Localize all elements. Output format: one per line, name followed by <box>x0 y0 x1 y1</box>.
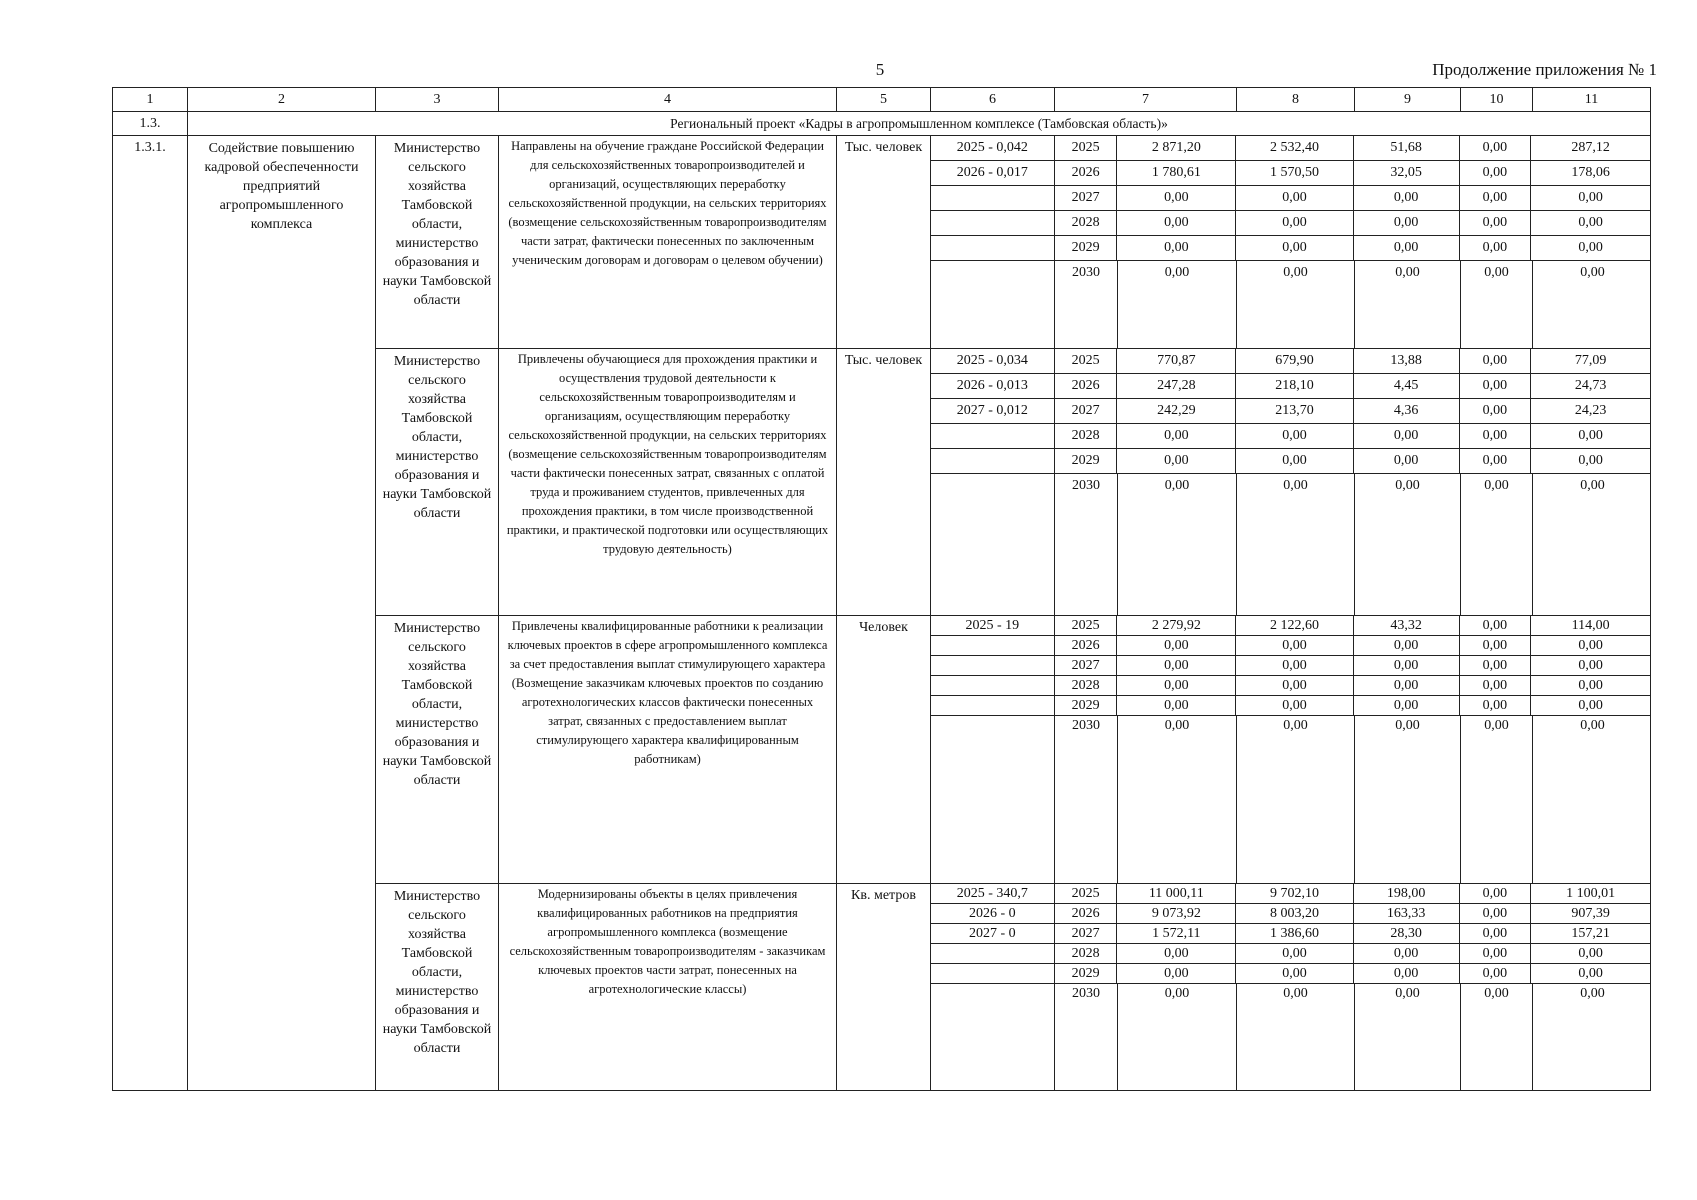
year-row <box>931 161 1650 186</box>
year-row <box>931 261 1650 348</box>
year-values-cell <box>931 136 1651 349</box>
federal-budget-value: 218,10 <box>1236 374 1354 399</box>
federal-budget-value: 0,00 <box>1236 964 1354 984</box>
federal-budget-value: 0,00 <box>1236 676 1354 696</box>
local-budget-value: 0,00 <box>1460 236 1532 261</box>
year-row <box>931 656 1650 676</box>
year-label: 2026 <box>1055 374 1118 399</box>
total-funding-value: 242,29 <box>1117 399 1236 424</box>
year-label: 2026 <box>1055 636 1118 656</box>
executor-cell: Министерство сельского хозяйства Тамбовской области, министерство образования и науки Тамбовской области <box>376 616 499 884</box>
year-label: 2026 <box>1055 161 1118 186</box>
column-header: 7 <box>1055 88 1237 112</box>
indicator-value <box>931 964 1055 984</box>
year-row <box>931 474 1650 615</box>
total-funding-value: 0,00 <box>1117 944 1236 964</box>
regional-budget-value: 51,68 <box>1354 136 1460 161</box>
regional-budget-value: 0,00 <box>1354 656 1460 676</box>
extrabudgetary-value: 24,23 <box>1531 399 1650 424</box>
local-budget-value: 0,00 <box>1461 984 1533 1090</box>
year-row <box>931 944 1650 964</box>
local-budget-value: 0,00 <box>1460 696 1532 716</box>
federal-budget-value: 679,90 <box>1236 349 1354 374</box>
regional-budget-value: 28,30 <box>1354 924 1460 944</box>
extrabudgetary-value: 157,21 <box>1531 924 1650 944</box>
total-funding-value: 0,00 <box>1117 964 1236 984</box>
indicator-value <box>931 236 1055 261</box>
total-funding-value: 11 000,11 <box>1117 884 1236 904</box>
local-budget-value: 0,00 <box>1460 374 1532 399</box>
year-label: 2027 <box>1055 656 1118 676</box>
total-funding-value: 0,00 <box>1117 211 1236 236</box>
extrabudgetary-value: 0,00 <box>1531 636 1650 656</box>
result-description-cell: Привлечены обучающиеся для прохождения практики и осуществления трудовой деятельности к сельскохозяйственным товаропроизводителям и организациям, осуществляющим переработку сельскохозяйственной продукции, на сельских территориях (возмещение сельскохозяйственным товаропроизводителям части фактически понесенных затрат, связанных с оплатой труда и проживанием студентов, привлеченных для прохождения практики, в том числе производственной практики, и практической подготовки или осуществляющих трудовую деятельность) <box>499 349 837 616</box>
year-row <box>931 964 1650 984</box>
year-label: 2025 <box>1055 136 1118 161</box>
year-row <box>931 616 1650 636</box>
extrabudgetary-value: 0,00 <box>1531 696 1650 716</box>
extrabudgetary-value: 0,00 <box>1580 718 1605 733</box>
extrabudgetary-value: 0,00 <box>1531 964 1650 984</box>
measure-number: 1.3.1. <box>113 136 188 1091</box>
column-header: 6 <box>931 88 1055 112</box>
year-row <box>931 924 1650 944</box>
federal-budget-value: 0,00 <box>1236 186 1354 211</box>
indicator-value: 2026 - 0 <box>931 904 1055 924</box>
extrabudgetary-value: 287,12 <box>1531 136 1650 161</box>
local-budget-value: 0,00 <box>1460 161 1532 186</box>
federal-budget-value: 0,00 <box>1236 656 1354 676</box>
year-row <box>931 399 1650 424</box>
units-cell: Кв. метров <box>837 884 931 1091</box>
year-label: 2030 <box>1055 261 1118 348</box>
local-budget-value: 0,00 <box>1460 136 1532 161</box>
year-label: 2028 <box>1055 944 1118 964</box>
units-cell: Тыс. человек <box>837 136 931 349</box>
local-budget-value: 0,00 <box>1460 399 1532 424</box>
local-budget-value: 0,00 <box>1460 676 1532 696</box>
extrabudgetary-value: 0,00 <box>1531 186 1650 211</box>
total-funding-value: 0,00 <box>1117 656 1236 676</box>
regional-budget-value: 0,00 <box>1354 944 1460 964</box>
indicator-value <box>931 716 1055 883</box>
units-cell: Тыс. человек <box>837 349 931 616</box>
federal-budget-value: 0,00 <box>1236 944 1354 964</box>
column-header: 10 <box>1461 88 1533 112</box>
extrabudgetary-value: 0,00 <box>1531 656 1650 676</box>
indicator-value: 2025 - 340,7 <box>931 884 1055 904</box>
year-values-cell <box>931 616 1651 884</box>
local-budget-value: 0,00 <box>1460 211 1532 236</box>
total-funding-value: 1 780,61 <box>1117 161 1236 186</box>
local-budget-value: 0,00 <box>1460 884 1532 904</box>
year-label: 2025 <box>1055 349 1118 374</box>
year-label: 2028 <box>1055 424 1118 449</box>
year-label: 2030 <box>1055 474 1118 615</box>
regional-budget-value: 0,00 <box>1355 261 1461 348</box>
indicator-value: 2025 - 0,034 <box>931 349 1055 374</box>
year-label: 2029 <box>1055 236 1118 261</box>
regional-budget-value: 4,36 <box>1354 399 1460 424</box>
local-budget-value: 0,00 <box>1460 964 1532 984</box>
federal-budget-value: 2 122,60 <box>1236 616 1354 636</box>
federal-budget-value: 8 003,20 <box>1236 904 1354 924</box>
year-label: 2026 <box>1055 904 1118 924</box>
total-funding-value: 0,00 <box>1117 449 1236 474</box>
year-label: 2028 <box>1055 676 1118 696</box>
units-cell: Человек <box>837 616 931 884</box>
year-row <box>931 636 1650 656</box>
indicator-value: 2027 - 0 <box>931 924 1055 944</box>
regional-budget-value: 0,00 <box>1354 449 1460 474</box>
indicator-value <box>931 186 1055 211</box>
indicator-value <box>931 474 1055 615</box>
year-row <box>931 984 1650 1090</box>
total-funding-value: 770,87 <box>1117 349 1236 374</box>
indicator-value <box>931 261 1055 348</box>
year-label: 2030 <box>1055 984 1118 1090</box>
regional-budget-value: 0,00 <box>1354 636 1460 656</box>
regional-budget-value: 43,32 <box>1354 616 1460 636</box>
regional-budget-value: 0,00 <box>1355 474 1461 615</box>
total-funding-value: 247,28 <box>1117 374 1236 399</box>
indicator-value: 2026 - 0,017 <box>931 161 1055 186</box>
year-row <box>931 884 1650 904</box>
extrabudgetary-value: 0,00 <box>1580 478 1605 493</box>
local-budget-value: 0,00 <box>1460 924 1532 944</box>
column-header: 3 <box>376 88 499 112</box>
year-row <box>931 211 1650 236</box>
indicator-value <box>931 696 1055 716</box>
local-budget-value: 0,00 <box>1460 186 1532 211</box>
result-description-cell: Модернизированы объекты в целях привлечения квалифицированных работников на предприятия агропромышленного комплекса (возмещение сельскохозяйственным товаропроизводителям - заказчикам ключевых проектов части затрат, понесенных на агротехнологические классы) <box>499 884 837 1091</box>
column-header: 11 <box>1533 88 1651 112</box>
total-funding-value: 0,00 <box>1118 716 1237 883</box>
extrabudgetary-value: 77,09 <box>1531 349 1650 374</box>
indicator-value <box>931 676 1055 696</box>
federal-budget-value: 2 532,40 <box>1236 136 1354 161</box>
indicator-value <box>931 449 1055 474</box>
indicator-value: 2026 - 0,013 <box>931 374 1055 399</box>
regional-budget-value: 163,33 <box>1354 904 1460 924</box>
extrabudgetary-value: 0,00 <box>1531 236 1650 261</box>
federal-budget-value: 0,00 <box>1237 984 1355 1090</box>
result-description-cell: Привлечены квалифицированные работники к реализации ключевых проектов в сфере агропромышленного комплекса за счет предоставления выплат стимулирующего характера (Возмещение заказчикам ключевых проектов по созданию агротехнологических классов фактически понесенных затрат, связанных с предоставлением выплат стимулирующего характера квалифицированным работникам) <box>499 616 837 884</box>
project-title: Региональный проект «Кадры в агропромышленном комплексе (Тамбовская область)» <box>188 112 1651 136</box>
column-header: 4 <box>499 88 837 112</box>
column-header: 1 <box>113 88 188 112</box>
year-row <box>931 424 1650 449</box>
total-funding-value: 0,00 <box>1118 984 1237 1090</box>
extrabudgetary-value: 24,73 <box>1531 374 1650 399</box>
regional-budget-value: 0,00 <box>1355 716 1461 883</box>
indicator-value: 2027 - 0,012 <box>931 399 1055 424</box>
federal-budget-value: 0,00 <box>1236 449 1354 474</box>
federal-budget-value: 1 570,50 <box>1236 161 1354 186</box>
federal-budget-value: 0,00 <box>1237 474 1355 615</box>
local-budget-value: 0,00 <box>1460 349 1532 374</box>
local-budget-value: 0,00 <box>1460 944 1532 964</box>
local-budget-value: 0,00 <box>1461 474 1533 615</box>
federal-budget-value: 0,00 <box>1236 236 1354 261</box>
program-table <box>112 87 1651 1091</box>
project-row <box>113 112 1651 136</box>
total-funding-value: 0,00 <box>1117 424 1236 449</box>
column-header: 5 <box>837 88 931 112</box>
result-description-cell: Направлены на обучение граждане Российской Федерации для сельскохозяйственных товаропроизводителей и организаций, осуществляющих переработку сельскохозяйственной продукции, на сельских территориях (возмещение сельскохозяйственным товаропроизводителям части затрат, фактически понесенных по заключенным ученическим договорам и договорам о целевом обучении) <box>499 136 837 349</box>
federal-budget-value: 0,00 <box>1237 716 1355 883</box>
year-values-cell <box>931 884 1651 1091</box>
extrabudgetary-value: 0,00 <box>1580 265 1605 280</box>
total-funding-value: 0,00 <box>1117 236 1236 261</box>
column-header: 8 <box>1237 88 1355 112</box>
federal-budget-value: 213,70 <box>1236 399 1354 424</box>
regional-budget-value: 0,00 <box>1354 186 1460 211</box>
extrabudgetary-value: 0,00 <box>1580 986 1605 1001</box>
year-row <box>931 236 1650 261</box>
year-label: 2027 <box>1055 186 1118 211</box>
year-label: 2030 <box>1055 716 1118 883</box>
federal-budget-value: 0,00 <box>1236 211 1354 236</box>
year-row <box>931 904 1650 924</box>
total-funding-value: 2 871,20 <box>1117 136 1236 161</box>
measure-block-row <box>113 136 1651 349</box>
total-funding-value: 0,00 <box>1118 474 1237 615</box>
regional-budget-value: 0,00 <box>1354 211 1460 236</box>
indicator-value <box>931 944 1055 964</box>
total-funding-value: 2 279,92 <box>1117 616 1236 636</box>
indicator-value <box>931 211 1055 236</box>
year-row <box>931 136 1650 161</box>
federal-budget-value: 0,00 <box>1236 696 1354 716</box>
extrabudgetary-value: 907,39 <box>1531 904 1650 924</box>
indicator-value: 2025 - 0,042 <box>931 136 1055 161</box>
column-header: 9 <box>1355 88 1461 112</box>
indicator-value <box>931 656 1055 676</box>
total-funding-value: 9 073,92 <box>1117 904 1236 924</box>
federal-budget-value: 9 702,10 <box>1236 884 1354 904</box>
total-funding-value: 1 572,11 <box>1117 924 1236 944</box>
executor-cell: Министерство сельского хозяйства Тамбовской области, министерство образования и науки Тамбовской области <box>376 136 499 349</box>
year-label: 2025 <box>1055 884 1118 904</box>
year-label: 2027 <box>1055 924 1118 944</box>
extrabudgetary-value: 178,06 <box>1531 161 1650 186</box>
indicator-value <box>931 424 1055 449</box>
federal-budget-value: 0,00 <box>1237 261 1355 348</box>
local-budget-value: 0,00 <box>1460 616 1532 636</box>
regional-budget-value: 0,00 <box>1354 676 1460 696</box>
year-row <box>931 186 1650 211</box>
total-funding-value: 0,00 <box>1117 696 1236 716</box>
year-label: 2025 <box>1055 616 1118 636</box>
measure-name: Содействие повышению кадровой обеспеченности предприятий агропромышленного комплекса <box>188 136 376 1091</box>
year-label: 2028 <box>1055 211 1118 236</box>
extrabudgetary-value: 0,00 <box>1531 449 1650 474</box>
regional-budget-value: 0,00 <box>1354 964 1460 984</box>
federal-budget-value: 1 386,60 <box>1236 924 1354 944</box>
extrabudgetary-value: 0,00 <box>1531 424 1650 449</box>
column-header: 2 <box>188 88 376 112</box>
indicator-value: 2025 - 19 <box>931 616 1055 636</box>
indicator-value <box>931 984 1055 1090</box>
total-funding-value: 0,00 <box>1117 636 1236 656</box>
year-row <box>931 349 1650 374</box>
year-label: 2029 <box>1055 964 1118 984</box>
total-funding-value: 0,00 <box>1117 186 1236 211</box>
year-values-cell <box>931 349 1651 616</box>
regional-budget-value: 0,00 <box>1354 696 1460 716</box>
regional-budget-value: 0,00 <box>1355 984 1461 1090</box>
year-row <box>931 716 1650 883</box>
year-label: 2027 <box>1055 399 1118 424</box>
regional-budget-value: 32,05 <box>1354 161 1460 186</box>
regional-budget-value: 198,00 <box>1354 884 1460 904</box>
local-budget-value: 0,00 <box>1461 716 1533 883</box>
extrabudgetary-value: 114,00 <box>1531 616 1650 636</box>
year-label: 2029 <box>1055 696 1118 716</box>
extrabudgetary-value: 0,00 <box>1531 676 1650 696</box>
year-row <box>931 676 1650 696</box>
federal-budget-value: 0,00 <box>1236 424 1354 449</box>
year-label: 2029 <box>1055 449 1118 474</box>
local-budget-value: 0,00 <box>1460 656 1532 676</box>
extrabudgetary-value: 1 100,01 <box>1531 884 1650 904</box>
executor-cell: Министерство сельского хозяйства Тамбовской области, министерство образования и науки Тамбовской области <box>376 349 499 616</box>
regional-budget-value: 4,45 <box>1354 374 1460 399</box>
federal-budget-value: 0,00 <box>1236 636 1354 656</box>
extrabudgetary-value: 0,00 <box>1531 211 1650 236</box>
local-budget-value: 0,00 <box>1460 636 1532 656</box>
regional-budget-value: 0,00 <box>1354 424 1460 449</box>
column-number-row <box>113 88 1651 112</box>
total-funding-value: 0,00 <box>1118 261 1237 348</box>
indicator-value <box>931 636 1055 656</box>
local-budget-value: 0,00 <box>1461 261 1533 348</box>
local-budget-value: 0,00 <box>1460 424 1532 449</box>
total-funding-value: 0,00 <box>1117 676 1236 696</box>
executor-cell: Министерство сельского хозяйства Тамбовской области, министерство образования и науки Тамбовской области <box>376 884 499 1091</box>
year-row <box>931 374 1650 399</box>
local-budget-value: 0,00 <box>1460 904 1532 924</box>
year-row <box>931 696 1650 716</box>
appendix-continuation-label: Продолжение приложения № 1 <box>1432 60 1657 79</box>
project-number: 1.3. <box>113 112 188 136</box>
year-row <box>931 449 1650 474</box>
local-budget-value: 0,00 <box>1460 449 1532 474</box>
extrabudgetary-value: 0,00 <box>1531 944 1650 964</box>
regional-budget-value: 0,00 <box>1354 236 1460 261</box>
regional-budget-value: 13,88 <box>1354 349 1460 374</box>
page-number: 5 <box>875 60 885 79</box>
